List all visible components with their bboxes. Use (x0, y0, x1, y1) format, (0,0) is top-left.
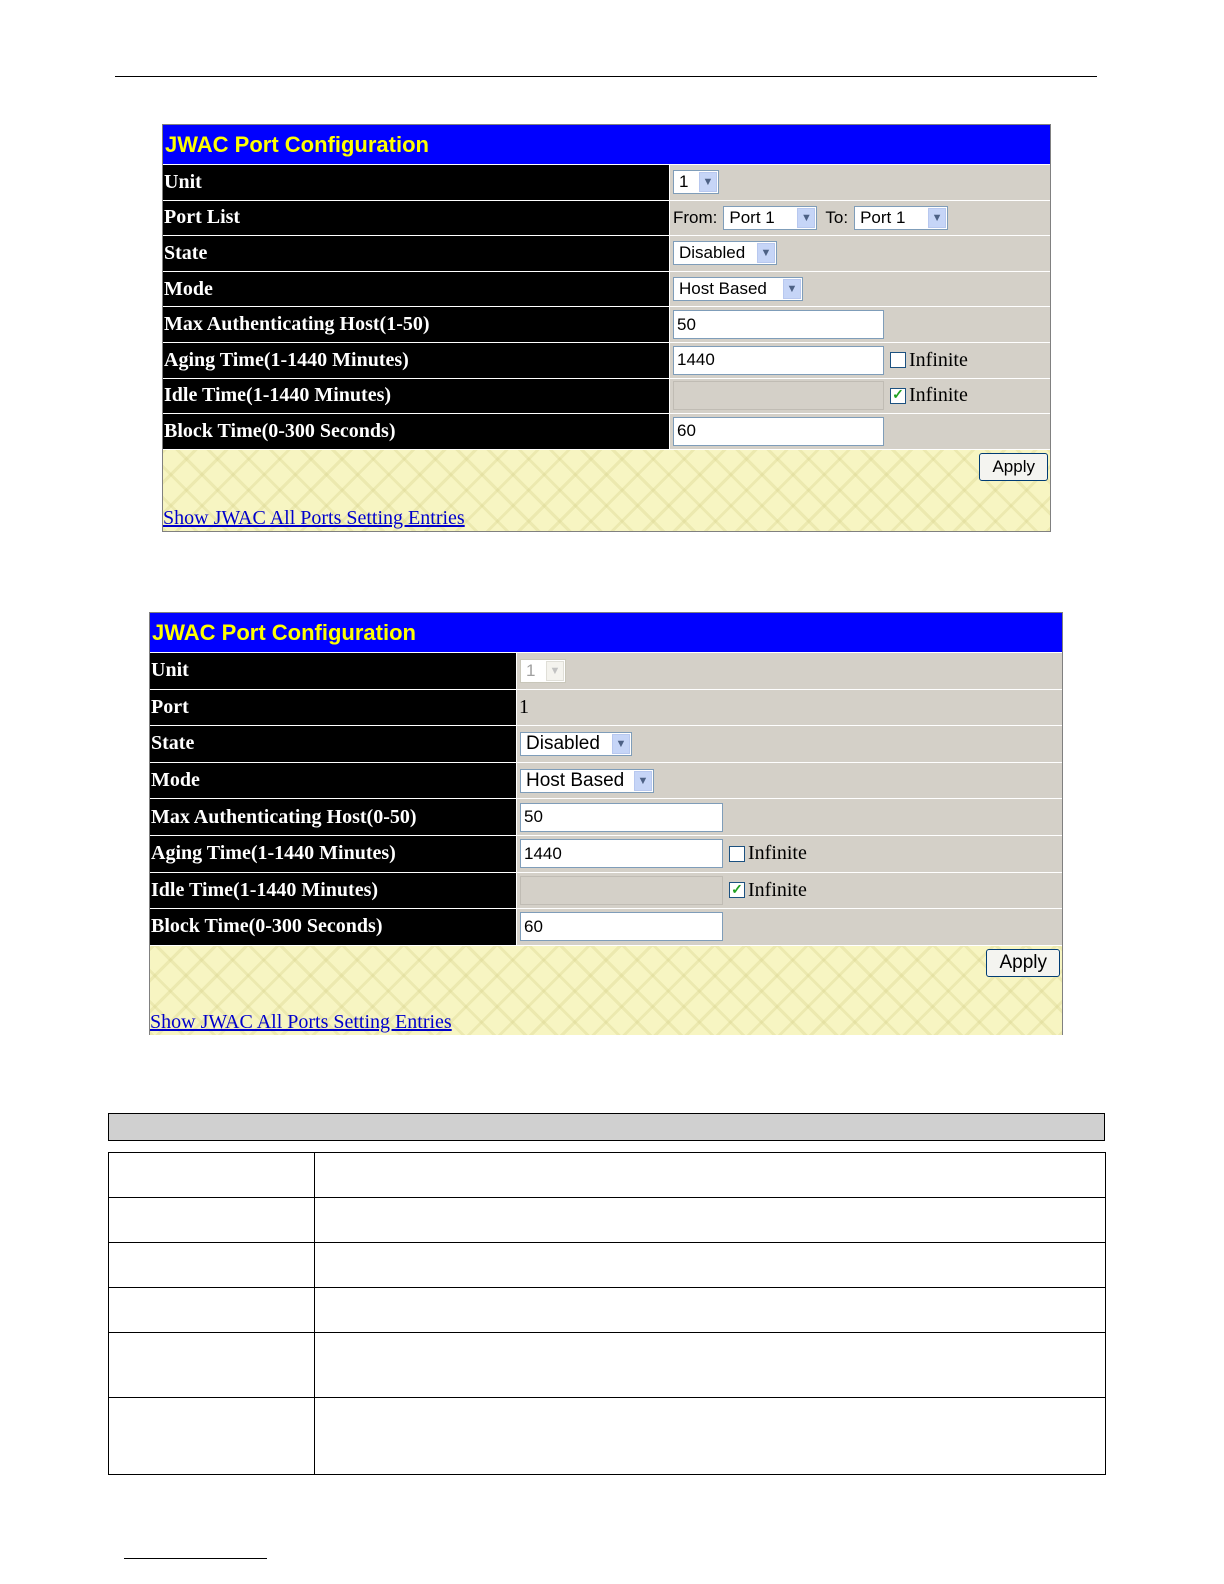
chevron-down-icon: ▼ (783, 279, 801, 299)
idle-infinite-checkbox[interactable] (729, 882, 745, 898)
row-block (150, 908, 1062, 945)
port-value: 1 (516, 690, 1062, 726)
row-idle (150, 872, 1062, 909)
aging-label: Aging Time(1-1440 Minutes) (150, 836, 516, 872)
row-max-auth (150, 798, 1062, 835)
panel-footer (163, 449, 1050, 531)
header-rule (115, 76, 1097, 77)
block-label: Block Time(0-300 Seconds) (163, 414, 669, 449)
idle-infinite-label: Infinite (748, 878, 807, 901)
apply-button[interactable]: Apply (986, 949, 1060, 977)
port-label: Port (150, 690, 516, 726)
idle-input[interactable] (520, 876, 723, 905)
unit-label: Unit (163, 165, 669, 200)
row-state (163, 235, 1050, 271)
max-auth-input[interactable]: 50 (520, 803, 723, 832)
state-label: State (150, 726, 516, 762)
aging-infinite-checkbox[interactable] (890, 352, 906, 368)
row-port-list (163, 200, 1050, 236)
to-port-select[interactable]: Port 1 ▼ (854, 206, 948, 230)
row-max-auth (163, 306, 1050, 342)
unit-select[interactable]: 1 ▼ (673, 170, 719, 194)
table-row (109, 1243, 1106, 1288)
from-label: From: (673, 207, 718, 227)
to-label: To: (825, 207, 849, 227)
chevron-down-icon: ▼ (612, 734, 630, 754)
row-mode (163, 271, 1050, 307)
jwac-port-config-panel-2 (149, 612, 1063, 1035)
aging-label: Aging Time(1-1440 Minutes) (163, 343, 669, 378)
block-label: Block Time(0-300 Seconds) (150, 909, 516, 945)
port-list-label: Port List (163, 201, 669, 236)
mode-label: Mode (163, 272, 669, 307)
apply-button[interactable]: Apply (979, 453, 1048, 481)
block-input[interactable]: 60 (520, 912, 723, 941)
chevron-down-icon: ▼ (928, 208, 946, 228)
row-mode (150, 762, 1062, 799)
panel-footer (150, 945, 1062, 1035)
max-auth-label: Max Authenticating Host(0-50) (150, 799, 516, 835)
chevron-down-icon: ▼ (797, 208, 815, 228)
jwac-port-config-panel-1 (162, 124, 1051, 532)
idle-infinite-label: Infinite (909, 384, 968, 407)
mode-label: Mode (150, 763, 516, 799)
footer-rule (124, 1558, 267, 1559)
row-aging (163, 342, 1050, 378)
max-auth-input[interactable]: 50 (673, 310, 884, 339)
row-idle (163, 378, 1050, 414)
aging-infinite-checkbox[interactable] (729, 846, 745, 862)
idle-label: Idle Time(1-1440 Minutes) (163, 379, 669, 414)
table-row (109, 1333, 1106, 1398)
row-unit (150, 652, 1062, 689)
parameter-description-table (108, 1152, 1106, 1475)
max-auth-label: Max Authenticating Host(1-50) (163, 307, 669, 342)
idle-infinite-checkbox[interactable] (890, 388, 906, 404)
row-port (150, 689, 1062, 726)
row-unit (163, 164, 1050, 200)
chevron-down-icon: ▼ (634, 771, 652, 791)
aging-input[interactable]: 1440 (673, 346, 884, 375)
unit-select[interactable]: 1 ▼ (520, 659, 566, 683)
panel-title: JWAC Port Configuration (163, 125, 1050, 164)
idle-label: Idle Time(1-1440 Minutes) (150, 873, 516, 909)
table-row (109, 1398, 1106, 1475)
panel-title: JWAC Port Configuration (150, 613, 1062, 652)
from-port-select[interactable]: Port 1 ▼ (723, 206, 817, 230)
table-row (109, 1153, 1106, 1198)
idle-input[interactable] (673, 381, 884, 410)
aging-input[interactable]: 1440 (520, 839, 723, 868)
checkmark-icon: ✓ (892, 388, 904, 404)
aging-infinite-label: Infinite (748, 842, 807, 865)
aging-infinite-label: Infinite (909, 348, 968, 371)
row-block (163, 413, 1050, 449)
chevron-down-icon: ▼ (757, 243, 775, 263)
block-input[interactable]: 60 (673, 417, 884, 446)
row-aging (150, 835, 1062, 872)
state-select[interactable]: Disabled ▼ (673, 241, 777, 265)
mode-select[interactable]: Host Based ▼ (520, 769, 654, 793)
parameter-table-header (108, 1113, 1105, 1141)
state-select[interactable]: Disabled ▼ (520, 732, 632, 756)
unit-label: Unit (150, 653, 516, 689)
checkmark-icon: ✓ (731, 882, 743, 898)
chevron-down-icon: ▼ (699, 172, 717, 192)
show-all-ports-link[interactable]: Show JWAC All Ports Setting Entries (163, 506, 465, 529)
mode-select[interactable]: Host Based ▼ (673, 277, 803, 301)
show-all-ports-link[interactable]: Show JWAC All Ports Setting Entries (150, 1010, 452, 1033)
state-label: State (163, 236, 669, 271)
table-row (109, 1288, 1106, 1333)
chevron-down-icon: ▼ (546, 661, 564, 681)
table-row (109, 1198, 1106, 1243)
row-state (150, 725, 1062, 762)
